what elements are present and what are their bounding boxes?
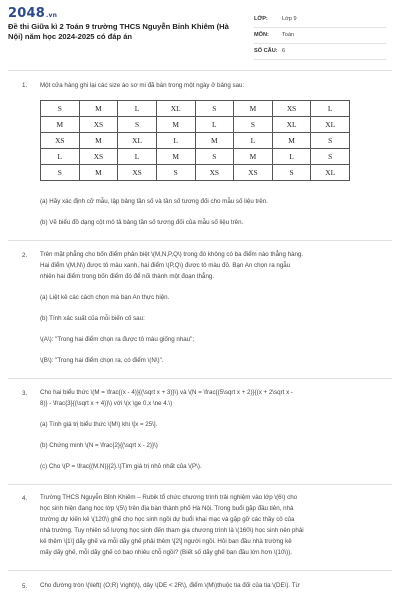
table-cell: L: [195, 117, 234, 133]
meta-row-count: [254, 44, 386, 60]
table-cell: XL: [311, 117, 350, 133]
meta-value: Toán: [282, 32, 295, 38]
table-cell: M: [234, 149, 273, 165]
meta-value: 6: [282, 48, 286, 54]
table-cell: M: [79, 133, 118, 149]
table-cell: L: [118, 101, 157, 117]
table-cell: XS: [272, 101, 311, 117]
table-cell: S: [41, 101, 80, 117]
table-cell: XS: [79, 149, 118, 165]
table-cell: XS: [41, 133, 80, 149]
question-number: 1.: [22, 82, 28, 89]
table-cell: S: [195, 101, 234, 117]
event-a: \(A\): "Trong hai điểm chọn ra được tô màu giống nhau";: [40, 336, 195, 343]
divider: [8, 484, 392, 485]
meta-key: LỚP:: [254, 16, 268, 22]
shirt-size-table: [40, 100, 350, 181]
table-cell: S: [118, 117, 157, 133]
table-cell: XS: [79, 117, 118, 133]
question-text-line: học sinh hiện đang học lớp \(5\) trên địa bàn thành phố Hà Nội. Trong buổi gặp đầu tiên, nhà: [40, 505, 294, 512]
event-b: \(B\): "Trong hai điểm chọn ra, có điểm \(N\)".: [40, 357, 164, 364]
question-text-line: Cho hai biểu thức \(M = \frac{(x - 4)}{(\sqrt x + 3)}\) và \(N = \frac{(5\sqrt x + 2)}{(x + 2\sqrt x -: [40, 389, 293, 396]
table-cell: S: [195, 149, 234, 165]
table-cell: M: [41, 117, 80, 133]
question-text-line: Cho đường tròn \(\left( (O;R) \right)\), dây \(DE < 2R\), điểm \(M\)thuộc tia đối của tia \(DE\). Từ: [40, 582, 300, 589]
question-part-c: (c) Cho \(P = \frac{(M.N)}{2}.\)Tìm giá trị nhỏ nhất của \(P\).: [40, 463, 202, 470]
question-text-line: Trên mặt phẳng cho bốn điểm phân biệt \(M,N,P,Q\) trong đó không có ba điểm nào thẳng hàng.: [40, 251, 304, 258]
question-number: 3.: [22, 390, 28, 397]
logo-suffix: .vn: [45, 12, 58, 19]
logo-text: 2048: [8, 6, 45, 21]
table-row: [41, 165, 350, 181]
table-cell: XL: [311, 165, 350, 181]
table-cell: M: [195, 133, 234, 149]
document-title: Đề thi Giữa kì 2 Toán 9 trường THCS Nguyễn Bỉnh Khiêm (Hà Nội) năm học 2024-2025 có đáp án: [8, 22, 229, 41]
table-row: [41, 117, 350, 133]
table-cell: S: [272, 165, 311, 181]
question-text-line: trường dự kiến kê \(120\) ghế cho học sinh ngồi dự buổi khai mạc và gặp gỡ các thầy cô của: [40, 516, 295, 523]
table-cell: S: [311, 133, 350, 149]
table-cell: S: [41, 165, 80, 181]
table-cell: M: [156, 149, 195, 165]
question-text-line: mấy dãy ghế, mỗi dãy ghế có bao nhiêu chỗ ngồi? (Biết số dãy ghế ban đầu lớn hơn \(10\)).: [40, 549, 292, 556]
question-part-b: (b) Chứng minh \(N = \frac{2}{(\sqrt x - 2)}\): [40, 442, 158, 449]
table-cell: M: [234, 101, 273, 117]
table-cell: M: [272, 133, 311, 149]
question-part-a: (a) Hãy xác định cỡ mẫu, lập bảng tần số và tần số tương đối cho mẫu số liệu trên.: [40, 198, 268, 205]
table-cell: L: [156, 133, 195, 149]
question-part-b: (b) Vẽ biểu đồ dạng cột mô tả bảng tần số tương đối của mẫu số liệu trên.: [40, 219, 244, 226]
meta-value: Lớp 9: [282, 16, 297, 22]
table-cell: XL: [156, 101, 195, 117]
meta-key: SỐ CÂU:: [254, 48, 278, 54]
table-cell: M: [79, 101, 118, 117]
table-cell: L: [41, 149, 80, 165]
question-text-line: 8)} - \frac{3}{(\sqrt x + 4)}\) với \(x \ge 0,x \ne 4.\): [40, 400, 173, 407]
table-cell: XS: [195, 165, 234, 181]
question-part-a: (a) Liệt kê các cách chọn mà bạn An thực hiện.: [40, 294, 170, 301]
meta-key: MÔN:: [254, 32, 269, 38]
question-text-line: nhà trường. Tuy nhiên số lượng học sinh đến tham gia chương trình là \(160\) học sinh nên phải: [40, 527, 304, 534]
question-text-line: kê thêm \[1\] dãy ghế và mỗi dãy ghế phải thêm \[2\] người ngồi. Hỏi ban đầu nhà trường kê: [40, 538, 292, 545]
divider: [8, 70, 392, 71]
table-cell: XS: [118, 165, 157, 181]
table-cell: M: [156, 117, 195, 133]
table-cell: XS: [234, 165, 273, 181]
divider: [8, 378, 392, 379]
meta-row-class: [254, 12, 386, 28]
table-cell: L: [311, 101, 350, 117]
question-part-b: (b) Tính xác suất của mỗi biến cố sau:: [40, 315, 145, 322]
table-row: [41, 133, 350, 149]
document-header: [0, 0, 400, 64]
table-cell: S: [156, 165, 195, 181]
table-row: [41, 101, 350, 117]
question-text: Một cửa hàng ghi lại các size áo sơ mi đã bán trong một ngày ở bảng sau:: [40, 82, 245, 89]
table-cell: L: [234, 133, 273, 149]
divider: [8, 570, 392, 571]
question-part-a: (a) Tính giá trị biểu thức \(M\) khi \[x = 25\].: [40, 421, 158, 428]
table-cell: S: [311, 149, 350, 165]
table-row: [41, 149, 350, 165]
question-number: 4.: [22, 495, 28, 502]
document-meta: [254, 12, 386, 60]
table-cell: XL: [118, 133, 157, 149]
table-cell: XL: [272, 117, 311, 133]
table-cell: M: [79, 165, 118, 181]
question-text-line: Trường THCS Nguyễn Bỉnh Khiêm – Rubik tổ chức chương trình trải nghiệm vào lớp \(6\) cho: [40, 494, 298, 501]
table-cell: S: [234, 117, 273, 133]
meta-row-subject: [254, 28, 386, 44]
question-number: 2.: [22, 252, 28, 259]
divider: [8, 240, 392, 241]
question-text-line: nhiên hai điểm trong bốn điểm đó để nối thành một đoạn thẳng.: [40, 273, 215, 280]
question-text-line: Hai điểm \(M,N\) được tô màu xanh, hai điểm \(P,Q\) được tô màu đỏ. Bạn An chọn ra ngẫu: [40, 262, 291, 269]
question-number: 5.: [22, 583, 28, 590]
table-cell: L: [118, 149, 157, 165]
table-cell: L: [272, 149, 311, 165]
site-logo[interactable]: [8, 6, 57, 21]
